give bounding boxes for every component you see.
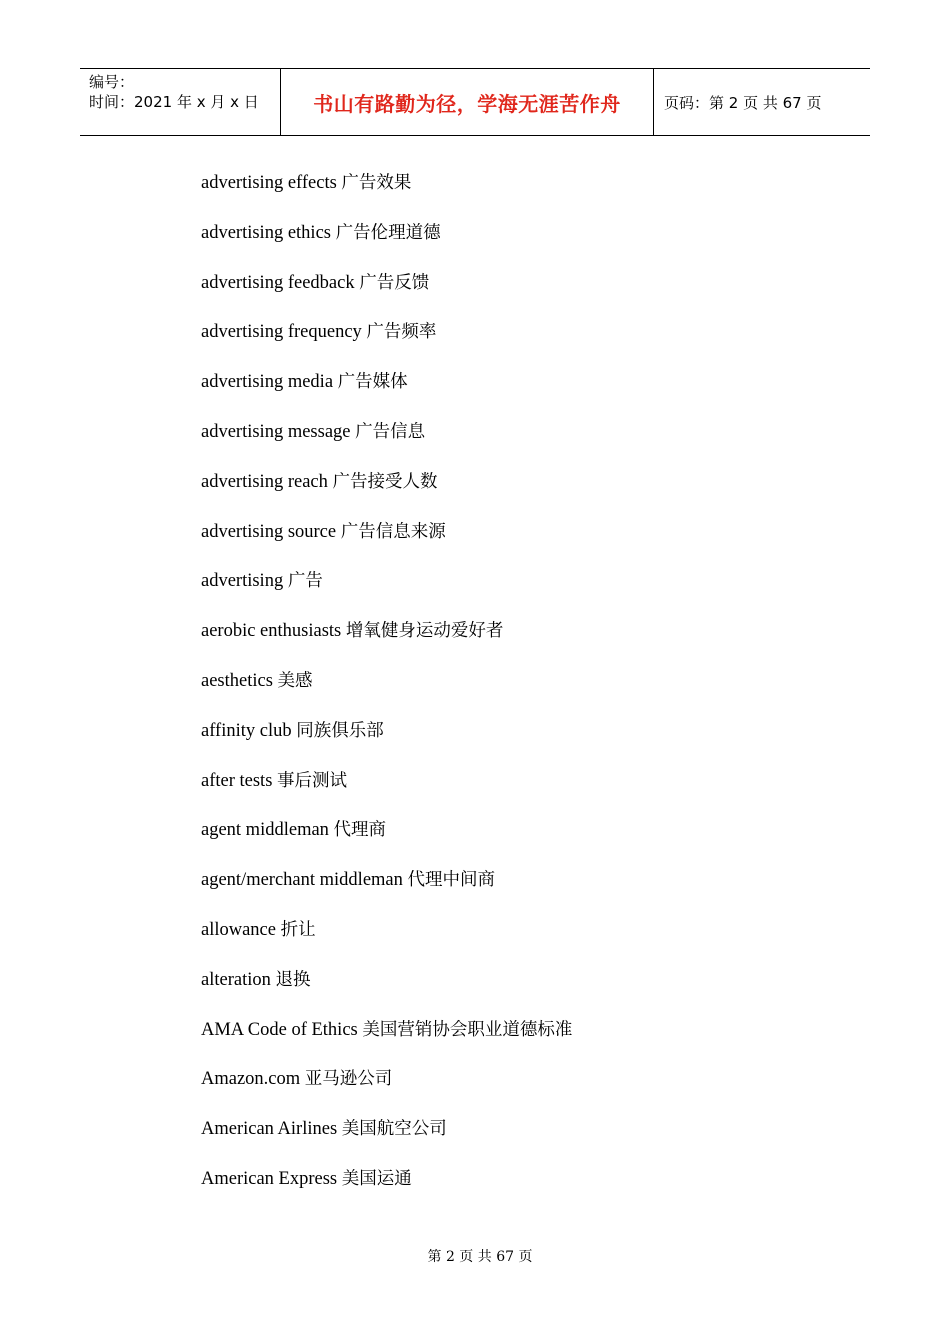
glossary-entry [201,419,572,469]
term-english: advertising [201,571,284,592]
glossary-entry [201,270,572,320]
glossary-entry [201,369,572,419]
glossary-entry [201,519,572,569]
term-english: advertising ethics [201,222,331,243]
glossary-entry [201,618,572,668]
term-chinese: 广告效果 [341,173,412,193]
term-chinese: 美国航空公司 [341,1119,447,1140]
glossary-entry [201,469,572,519]
term-english: agent/merchant middleman [201,870,403,891]
glossary-entry [201,817,572,867]
term-chinese: 广告伦理道德 [335,222,441,243]
page-footer: 第 2 页 共 67 页 [427,1249,533,1265]
term-english: aesthetics [201,670,273,691]
page-header [80,68,870,136]
term-english: aerobic enthusiasts [201,621,342,642]
term-chinese: 广告信息来源 [340,521,446,542]
term-english: advertising feedback [201,272,355,293]
glossary-entry [201,220,572,270]
term-chinese: 事后测试 [277,770,348,791]
term-english: affinity club [201,720,292,741]
term-chinese: 广告接受人数 [332,471,438,492]
term-chinese: 折让 [280,919,316,940]
glossary-entry [201,668,572,718]
header-page-info: 页码：第 2 页 共 67 页 [664,93,822,112]
glossary-entry [201,1166,572,1216]
number-label: 编号： [89,73,135,91]
term-chinese: 同族俱乐部 [296,720,384,741]
term-chinese: 亚马逊公司 [304,1069,393,1090]
term-english: Amazon.com [201,1069,301,1090]
term-chinese: 代理商 [333,820,387,841]
glossary-entry [201,718,572,768]
glossary-entry [201,568,572,618]
glossary-entry [201,768,572,818]
term-english: advertising frequency [201,322,362,343]
term-chinese: 美国营销协会职业道德标准 [362,1019,573,1040]
term-chinese: 广告频率 [366,322,437,343]
term-chinese: 代理中间商 [407,870,496,891]
glossary-entry [201,917,572,967]
header-motto: 书山有路勤为径，学海无涯苦作舟 [281,69,654,135]
term-english: advertising reach [201,471,328,492]
glossary-entry [201,1066,572,1116]
glossary-entry [201,1116,572,1166]
term-chinese: 美国运通 [341,1168,412,1189]
term-chinese: 广告信息 [355,421,426,442]
term-english: AMA Code of Ethics [201,1019,358,1040]
term-chinese: 增氧健身运动爱好者 [345,621,504,642]
glossary-entry [201,967,572,1017]
date-label: 时间：2021 年 x 月 x 日 [89,93,259,111]
term-english: American Airlines [201,1119,338,1140]
term-chinese: 广告反馈 [359,272,430,293]
term-english: alteration [201,969,271,990]
glossary-entry [201,867,572,917]
term-english: agent middleman [201,820,329,841]
term-english: allowance [201,919,276,940]
glossary-entry [201,170,572,220]
glossary-entry [201,319,572,369]
term-english: after tests [201,770,273,791]
header-meta-cell [80,69,281,135]
term-english: advertising media [201,372,334,393]
term-english: advertising message [201,421,351,442]
term-english: advertising source [201,521,337,542]
term-chinese: 广告媒体 [337,372,408,393]
term-chinese: 美感 [277,670,313,691]
term-english: American Express [201,1168,338,1189]
glossary-entry [201,1017,572,1067]
term-chinese: 退换 [275,969,311,990]
glossary-list [201,170,572,1216]
term-chinese: 广告 [287,571,323,592]
term-english: advertising effects [201,173,337,193]
